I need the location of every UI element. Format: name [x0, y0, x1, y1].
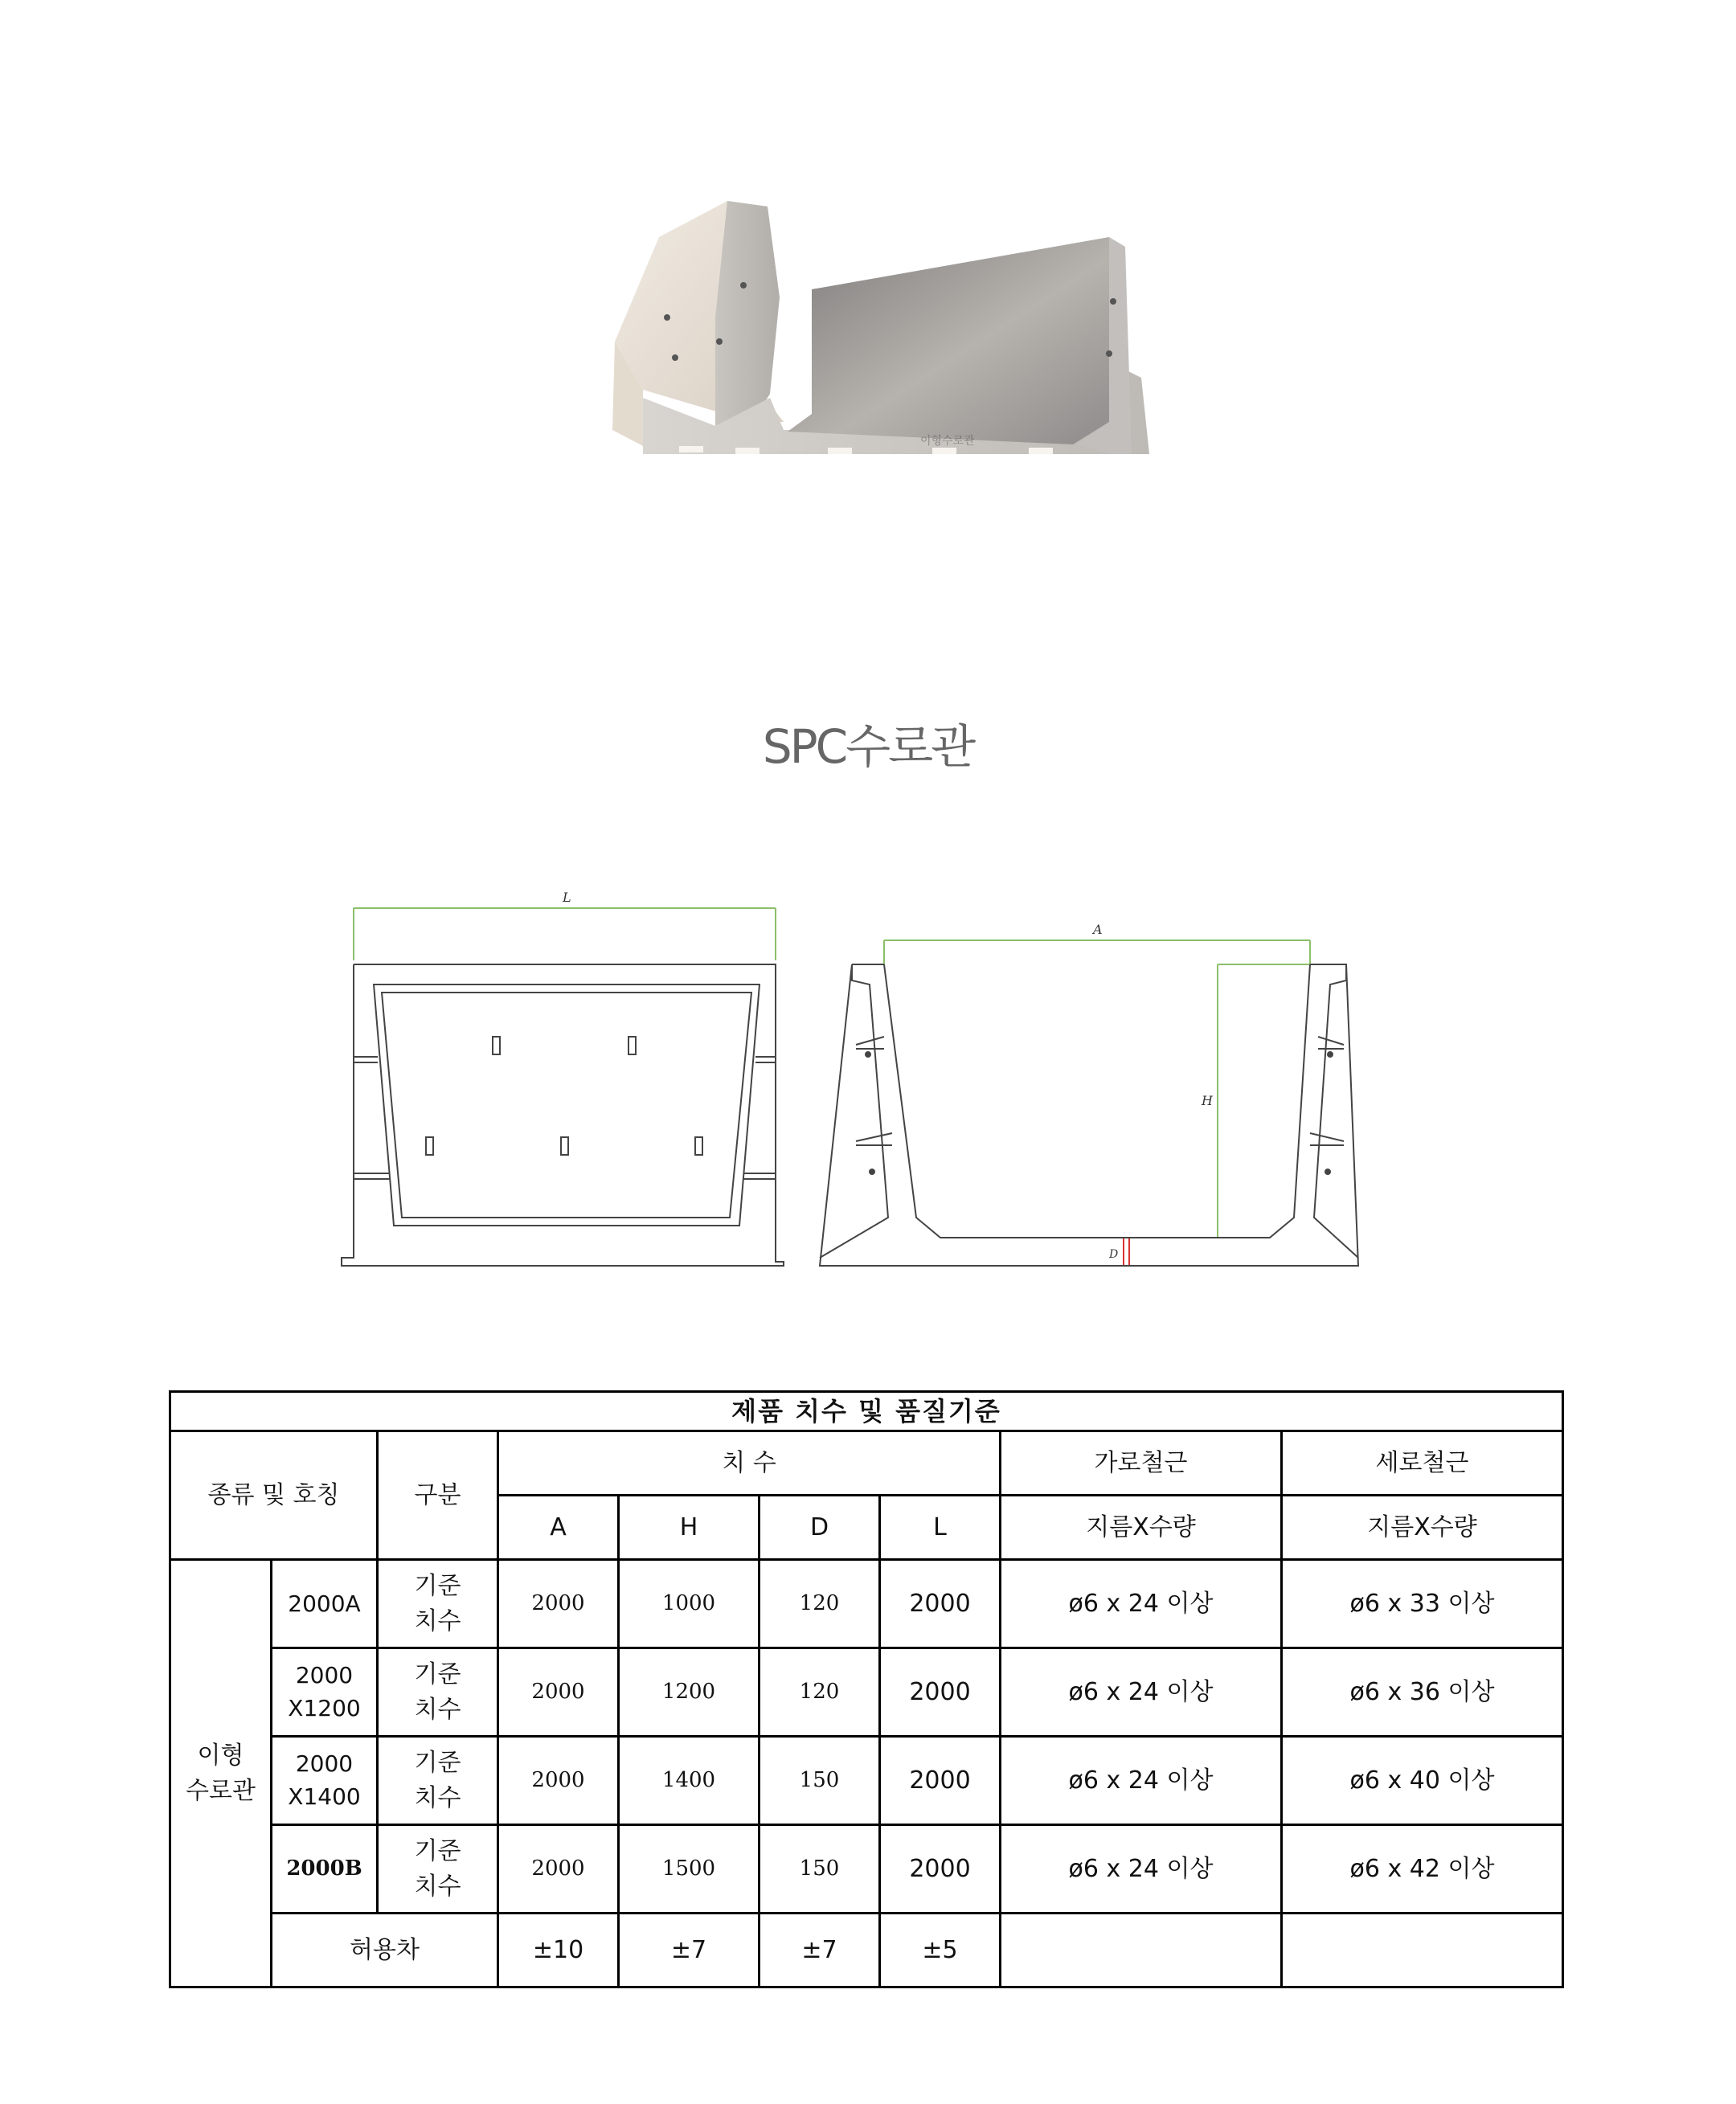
table-caption: 제품 치수 및 품질기준	[170, 1392, 1563, 1431]
cell-L: 2000	[880, 1737, 1001, 1825]
row-name-line2: X1200	[288, 1694, 361, 1721]
header-vertical-rebar: 세로철근	[1282, 1431, 1563, 1496]
row-name-line1: 2000	[295, 1750, 354, 1778]
dim-label-H: H	[1202, 1093, 1213, 1108]
base-notch	[1029, 448, 1053, 454]
wall-hole	[664, 314, 670, 321]
tolerance-horizontal	[1001, 1914, 1282, 1987]
header-dim-D: D	[760, 1496, 880, 1560]
header-dimensions: 치 수	[498, 1431, 1001, 1496]
tolerance-A: ±10	[498, 1914, 619, 1987]
cell-vertical: ø6 x 40 이상	[1282, 1737, 1563, 1825]
header-vertical-sub: 지름X수량	[1282, 1496, 1563, 1560]
cell-vertical: ø6 x 33 이상	[1282, 1560, 1563, 1648]
dim-label-L: L	[563, 890, 571, 905]
header-type: 종류 및 호칭	[170, 1431, 378, 1560]
spec-table-wrapper	[169, 1390, 1564, 1988]
cell-A: 2000	[498, 1737, 619, 1825]
base-notch	[828, 448, 852, 454]
right-wall-inner	[788, 237, 1109, 444]
technical-drawing	[321, 884, 1406, 1286]
row-name-line1: 2000A	[288, 1590, 361, 1617]
header-dim-A: A	[498, 1496, 619, 1560]
cell-horizontal: ø6 x 24 이상	[1001, 1648, 1282, 1737]
tolerance-row	[170, 1914, 1563, 1987]
tolerance-H: ±7	[619, 1914, 760, 1987]
cell-H: 1200	[619, 1648, 760, 1737]
row-category-line1: 기준	[414, 1572, 461, 1601]
spec-table	[169, 1390, 1564, 1988]
base-notch	[932, 448, 956, 454]
table-row	[170, 1648, 1563, 1737]
table-row	[170, 1737, 1563, 1825]
cell-D: 120	[760, 1560, 880, 1648]
cell-A: 2000	[498, 1825, 619, 1914]
cell-D: 150	[760, 1825, 880, 1914]
table-row	[170, 1560, 1563, 1648]
cell-horizontal: ø6 x 24 이상	[1001, 1737, 1282, 1825]
cell-H: 1000	[619, 1560, 760, 1648]
row-category-line1: 기준	[414, 1749, 461, 1778]
row-name	[272, 1737, 378, 1825]
cell-A: 2000	[498, 1560, 619, 1648]
tolerance-vertical	[1282, 1914, 1563, 1987]
cell-horizontal: ø6 x 24 이상	[1001, 1560, 1282, 1648]
cell-vertical: ø6 x 36 이상	[1282, 1648, 1563, 1737]
table-row	[170, 1825, 1563, 1914]
svg-text:이형수로관: 이형수로관	[920, 435, 975, 448]
group-label-line1: 이형	[197, 1742, 244, 1770]
base-notch	[679, 446, 703, 452]
group-label-line2: 수로관	[186, 1776, 256, 1805]
cell-L: 2000	[880, 1825, 1001, 1914]
header-category: 구분	[378, 1431, 498, 1560]
cell-horizontal: ø6 x 24 이상	[1001, 1825, 1282, 1914]
wall-hole	[672, 354, 678, 361]
row-name	[272, 1648, 378, 1737]
cell-H: 1400	[619, 1737, 760, 1825]
left-wall-inner	[715, 201, 780, 430]
header-horizontal-rebar: 가로철근	[1001, 1431, 1282, 1496]
row-name-line1: 2000B	[286, 1856, 362, 1881]
dim-label-D: D	[1109, 1248, 1119, 1261]
row-category	[378, 1560, 498, 1648]
row-name-line1: 2000	[295, 1662, 354, 1689]
tolerance-D: ±7	[760, 1914, 880, 1987]
wall-hole	[716, 338, 723, 345]
row-name	[272, 1560, 378, 1648]
row-name	[272, 1825, 378, 1914]
header-dim-L: L	[880, 1496, 1001, 1560]
product-title: SPC수로관	[762, 719, 974, 774]
row-category	[378, 1825, 498, 1914]
row-category-line2: 치수	[414, 1783, 461, 1812]
cell-A: 2000	[498, 1648, 619, 1737]
front-view	[342, 908, 784, 1266]
dim-label-A: A	[1093, 922, 1103, 937]
cell-vertical: ø6 x 42 이상	[1282, 1825, 1563, 1914]
row-category-line2: 치수	[414, 1607, 461, 1635]
tolerance-L: ±5	[880, 1914, 1001, 1987]
wall-hole	[1110, 298, 1116, 305]
header-dim-H: H	[619, 1496, 760, 1560]
cell-D: 120	[760, 1648, 880, 1737]
row-category	[378, 1648, 498, 1737]
base-notch	[735, 448, 760, 454]
row-category-line2: 치수	[414, 1872, 461, 1901]
row-category-line2: 치수	[414, 1695, 461, 1724]
side-view	[820, 940, 1358, 1266]
wall-hole	[1106, 350, 1112, 357]
row-name-line2: X1400	[288, 1783, 361, 1810]
cell-D: 150	[760, 1737, 880, 1825]
floor-stamp	[920, 434, 975, 448]
row-category	[378, 1737, 498, 1825]
wall-hole	[740, 282, 747, 289]
product-photo	[595, 189, 1157, 591]
group-label	[170, 1560, 272, 1987]
cell-L: 2000	[880, 1560, 1001, 1648]
cell-L: 2000	[880, 1648, 1001, 1737]
tolerance-label: 허용차	[272, 1914, 498, 1987]
row-category-line1: 기준	[414, 1660, 461, 1689]
row-category-line1: 기준	[414, 1837, 461, 1866]
header-horizontal-sub: 지름X수량	[1001, 1496, 1282, 1560]
cell-H: 1500	[619, 1825, 760, 1914]
